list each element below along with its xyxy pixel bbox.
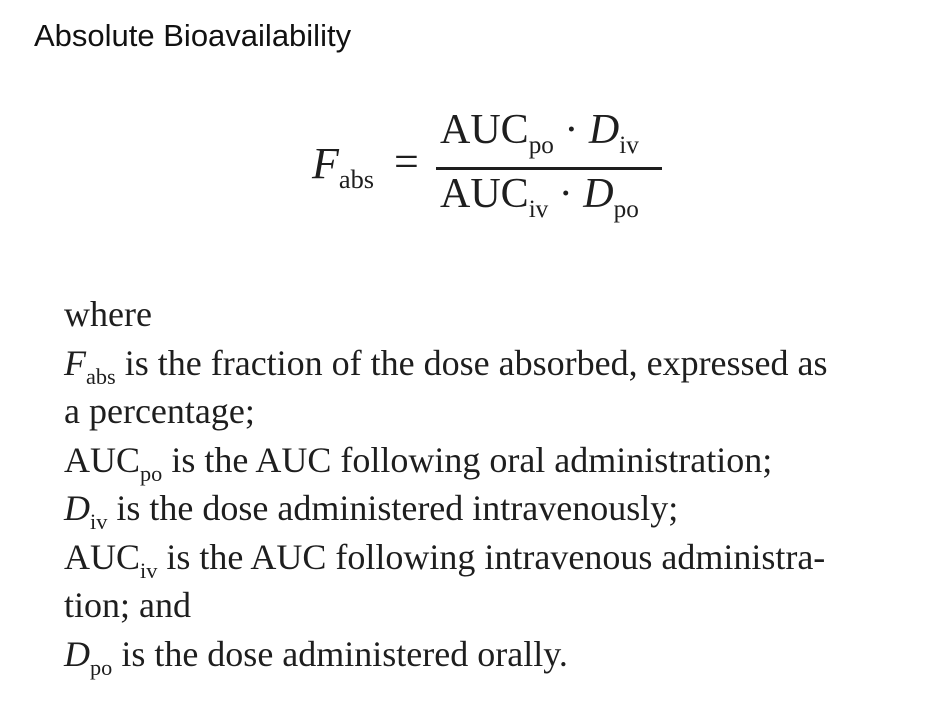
denominator-dose-subscript: po (613, 195, 639, 223)
definition-line (64, 339, 934, 388)
denominator-dose: D (583, 171, 614, 217)
symbol-subscript: po (90, 654, 113, 680)
definition-text: is the fraction of the dose absorbed, expressed as (115, 342, 828, 383)
definition-text: is the AUC following intravenous administra- (157, 536, 826, 577)
definition-line (64, 630, 934, 679)
symbol-name: AUC (64, 439, 141, 480)
symbol-subscript: abs (86, 363, 116, 389)
definition-line (64, 533, 934, 582)
definition-text: tion; and (64, 585, 191, 625)
definition-symbol (64, 439, 163, 486)
symbol-subscript: po (140, 460, 163, 486)
definition-line (64, 387, 934, 436)
symbol-name: D (64, 633, 90, 674)
definition-line (64, 484, 934, 533)
numerator-auc-subscript: po (528, 131, 554, 159)
numerator-auc: AUC (440, 107, 529, 153)
equation-lhs (312, 138, 375, 195)
denominator-dot: · (558, 171, 573, 217)
page-title: Absolute Bioavailability (34, 18, 352, 53)
fraction-denominator (440, 170, 639, 223)
definition-text: is the dose administered orally. (112, 633, 568, 674)
equals-sign: = (394, 137, 419, 186)
numerator-dose: D (588, 107, 620, 153)
definitions-block (64, 290, 934, 678)
definition-text: is the dose administered intravenously; (107, 488, 679, 528)
symbol-name: AUC (64, 536, 141, 577)
denominator-auc: AUC (440, 171, 529, 217)
definition-line (64, 436, 934, 485)
fraction-numerator (440, 106, 639, 159)
symbol-subscript: iv (90, 509, 108, 535)
definition-symbol (64, 342, 116, 389)
lhs-subscript: abs (338, 164, 375, 195)
symbol-name: D (64, 488, 90, 528)
definition-text: a percentage; (64, 391, 255, 431)
symbol-name: F (64, 342, 86, 383)
numerator-dose-subscript: iv (619, 131, 639, 159)
definition-text: is the AUC following oral administration; (162, 439, 773, 480)
definition-symbol (64, 633, 113, 680)
definition-line (64, 581, 934, 630)
definition-symbol (64, 536, 158, 583)
symbol-subscript: iv (140, 557, 158, 583)
lhs-variable: F (312, 139, 339, 188)
definition-symbol (64, 488, 108, 535)
denominator-auc-subscript: iv (528, 195, 549, 223)
numerator-dot: · (564, 107, 579, 153)
definitions-intro: where (64, 294, 152, 334)
